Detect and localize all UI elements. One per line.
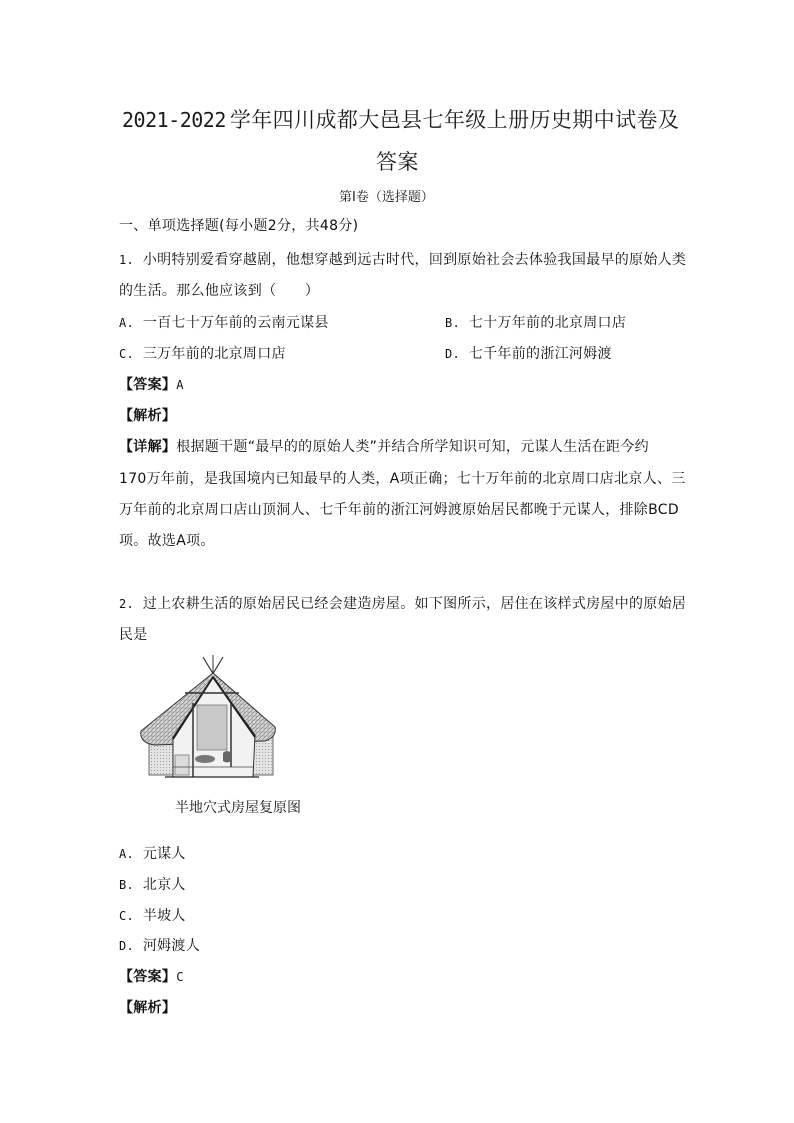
question-2-option-d	[119, 935, 200, 955]
option-letter: A.	[119, 316, 135, 330]
question-1-detail-line1	[119, 436, 649, 456]
volume-label: 第Ⅰ卷（选择题）	[339, 190, 434, 205]
question-2-stem-line1	[119, 593, 686, 613]
question-1-detail-line2: 170万年前，是我国境内已知最早的人类，A项正确；七十万年前的北京周口店北京人、三	[119, 471, 686, 487]
option-text: 七十万年前的北京周口店	[468, 315, 627, 331]
document-title-line2: 答案	[376, 150, 419, 174]
question-1-option-d	[445, 343, 612, 363]
title-text: 学年四川成都大邑县七年级上册历史期中试卷及	[229, 108, 680, 132]
question-1-detail-line3: 万年前的北京周口店山顶洞人、七千年前的浙江河姆渡原始居民都晚于元谋人，排除BCD	[119, 502, 679, 518]
answer-value: A	[176, 378, 184, 392]
answer-label: 【答案】	[119, 377, 177, 393]
thatched-hut-illustration-icon	[135, 655, 281, 778]
title-year: 2021-2022	[122, 108, 226, 132]
option-text: 一百七十万年前的云南元谋县	[142, 315, 329, 331]
option-letter: C.	[119, 909, 135, 923]
question-1-option-b	[445, 312, 626, 332]
option-letter: B.	[119, 878, 135, 892]
question-stem: 小明特别爱看穿越剧，他想穿越到远古时代，回到原始社会去体验我国最早的原始人类	[142, 252, 687, 268]
option-text: 七千年前的浙江河姆渡	[468, 346, 612, 362]
option-text: 半坡人	[142, 908, 186, 924]
question-1-answer	[119, 374, 184, 394]
question-2-option-b	[119, 874, 186, 894]
detail-label: 【详解】	[119, 439, 177, 455]
question-stem: 过上农耕生活的原始居民已经会建造房屋。如下图所示，居住在该样式房屋中的原始居	[142, 596, 687, 612]
document-title-line1	[122, 104, 679, 134]
question-2-stem-line2: 民是	[119, 627, 148, 643]
option-text: 北京人	[142, 877, 186, 893]
question-1-option-a	[119, 312, 329, 332]
option-letter: C.	[119, 347, 135, 361]
answer-label: 【答案】	[119, 969, 177, 985]
option-text: 元谋人	[142, 846, 186, 862]
question-number: 1.	[119, 253, 135, 267]
section-heading: 一、单项选择题(每小题2分，共48分)	[119, 218, 359, 234]
detail-text: 根据题干题“最早的的原始人类”并结合所学知识可知，元谋人生活在距今约	[176, 439, 649, 455]
question-1-detail-line4: 项。故选A项。	[119, 533, 215, 549]
question-1-stem-line2: 的生活。那么他应该到（ ）	[119, 283, 320, 299]
answer-value: C	[176, 970, 184, 984]
question-1-option-c	[119, 343, 286, 363]
option-letter: A.	[119, 847, 135, 861]
option-letter: D.	[445, 347, 461, 361]
option-letter: D.	[119, 939, 135, 953]
question-2-analysis-label: 【解析】	[119, 1000, 177, 1016]
question-2-option-a	[119, 843, 186, 863]
figure-caption: 半地穴式房屋复原图	[175, 800, 301, 816]
question-number: 2.	[119, 597, 135, 611]
question-2-option-c	[119, 905, 186, 925]
question-2-answer	[119, 966, 184, 986]
option-text: 三万年前的北京周口店	[142, 346, 286, 362]
option-text: 河姆渡人	[142, 938, 201, 954]
option-letter: B.	[445, 316, 461, 330]
question-1-stem-line1	[119, 249, 686, 269]
question-1-analysis-label: 【解析】	[119, 408, 177, 424]
